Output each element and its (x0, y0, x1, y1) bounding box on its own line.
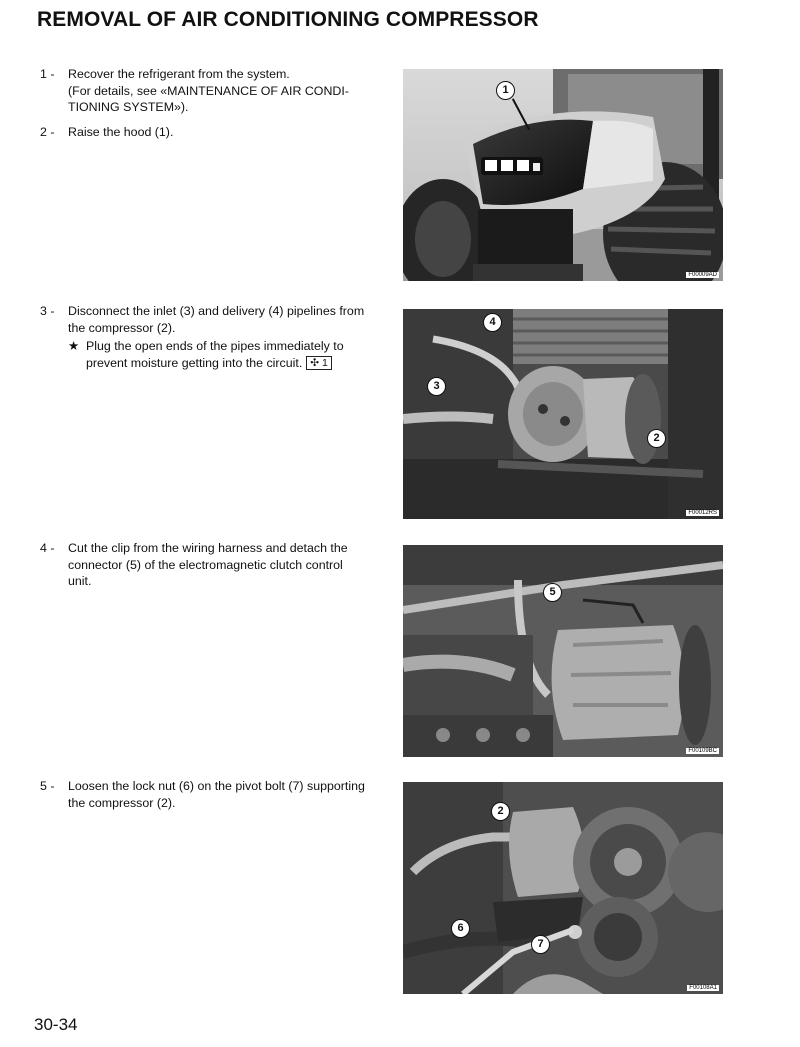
step-number: 1 - (40, 67, 55, 81)
step-text-line: connector (5) of the electromagnetic clutch control (68, 557, 343, 572)
step-text-line: unit. (68, 574, 92, 588)
photo-pivot-bolt (403, 782, 723, 994)
step-text-line: Loosen the lock nut (6) on the pivot bolt (7) supporting (68, 779, 365, 793)
step-text-line: Recover the refrigerant from the system. (68, 67, 290, 81)
step-5 (40, 778, 376, 811)
note-text: prevent moisture getting into the circuit. (86, 355, 303, 370)
page-number: 30-34 (34, 1015, 78, 1034)
tractor-illustration (403, 69, 723, 281)
step-text-line: Raise the hood (1). (68, 125, 174, 139)
step-number: 3 - (40, 304, 55, 318)
step-note (68, 338, 376, 371)
photo-compressor-pipelines (403, 309, 723, 519)
step-text-line: Disconnect the inlet (3) and delivery (4) pipelines from (68, 304, 365, 318)
photo-code: F00012RS (688, 510, 717, 516)
step-number: 4 - (40, 541, 55, 555)
step-number: 2 - (40, 125, 55, 139)
callout-4: 4 (483, 313, 502, 332)
step-3 (40, 303, 376, 371)
callout-6: 6 (451, 919, 470, 938)
photo-code: F00108A1 (689, 985, 717, 991)
callout-2: 2 (491, 802, 510, 821)
pivot-bolt-illustration (403, 782, 723, 994)
note-text-line (86, 355, 376, 372)
photo-wiring-connector (403, 545, 723, 757)
reference-mark (306, 356, 332, 370)
callout-7: 7 (531, 935, 550, 954)
step-1 (40, 66, 376, 116)
step-text-line: the compressor (2). (68, 795, 176, 810)
photo-code: F00109BC (688, 748, 717, 754)
step-2 (40, 124, 376, 141)
note-text-line: Plug the open ends of the pipes immediately to (86, 339, 344, 353)
step-text-line: (For details, see «MAINTENANCE OF AIR CONDI- (68, 83, 349, 98)
step-text-line: the compressor (2). (68, 320, 176, 335)
callout-1: 1 (496, 81, 515, 100)
page-title: REMOVAL OF AIR CONDITIONING COMPRESSOR (37, 8, 539, 31)
reference-number: 1 (322, 356, 328, 369)
compressor-illustration (403, 309, 723, 519)
connector-illustration (403, 545, 723, 757)
callout-2: 2 (647, 429, 666, 448)
step-4 (40, 540, 376, 590)
step-text-line: TIONING SYSTEM»). (68, 100, 189, 114)
step-number: 5 - (40, 779, 55, 793)
step-text-line: Cut the clip from the wiring harness and detach the (68, 541, 348, 555)
callout-3: 3 (427, 377, 446, 396)
photo-tractor-hood (403, 69, 723, 281)
star-icon: ★ (68, 339, 80, 353)
callout-5: 5 (543, 583, 562, 602)
photo-code: F00009AD (688, 272, 717, 278)
reference-icon: ✣ (310, 356, 320, 369)
